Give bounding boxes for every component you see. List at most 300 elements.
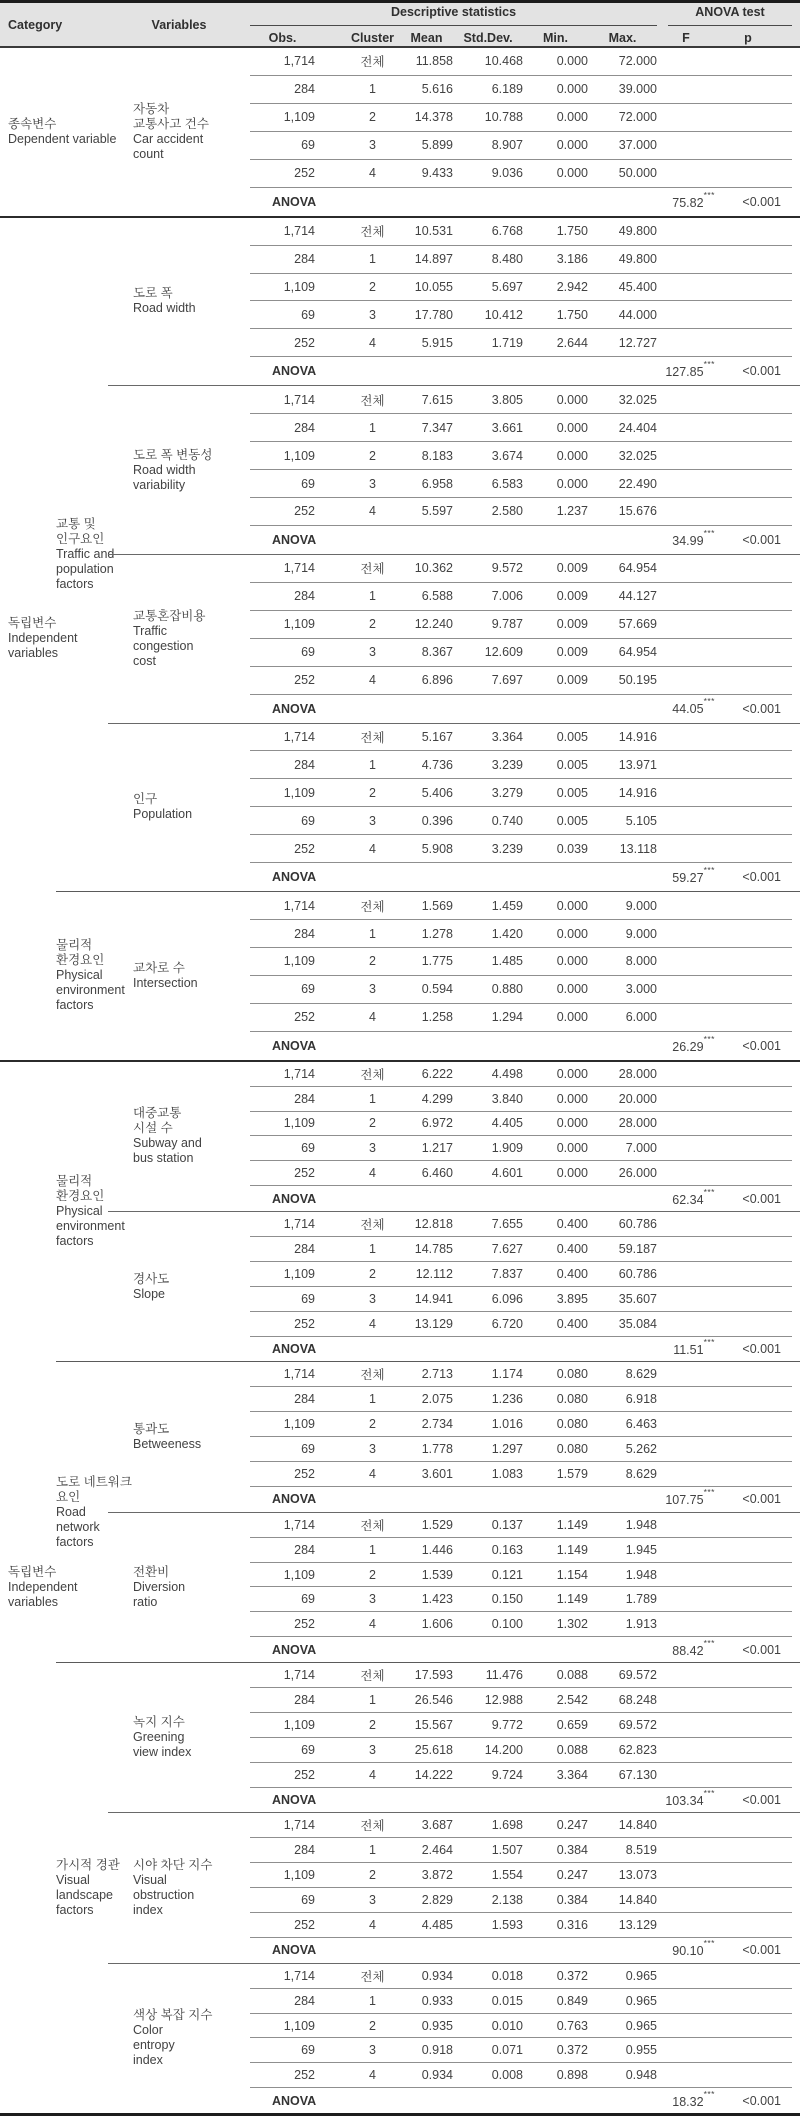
variable-label: index (133, 1903, 163, 1918)
mean-cell: 6.972 (421, 1116, 453, 1131)
obs-cell: 284 (294, 252, 315, 267)
max-cell: 0.965 (625, 2018, 657, 2033)
std-cell: 14.200 (484, 1742, 523, 1757)
variable-label: Slope (133, 1286, 165, 1301)
std-cell: 1.593 (491, 1917, 523, 1932)
cluster-cell: 전체 (360, 1518, 385, 1533)
obs-cell: 284 (294, 1993, 315, 2008)
min-cell: 0.372 (556, 2043, 588, 2058)
cluster-cell: 1 (369, 926, 376, 941)
cluster-cell: 전체 (360, 562, 385, 577)
subcategory-label: environment (56, 983, 125, 998)
mean-cell: 5.597 (421, 504, 453, 519)
max-cell: 8.629 (625, 1466, 657, 1481)
data-row (250, 1412, 792, 1437)
category-label: 독립변수 (8, 616, 57, 631)
std-cell: 3.805 (491, 392, 523, 407)
max-cell: 12.727 (618, 335, 657, 350)
variable-rows (250, 1663, 792, 1812)
mean-cell: 12.240 (414, 617, 453, 632)
anova-label: ANOVA (272, 1943, 317, 1958)
category-label: Independent (8, 1579, 78, 1594)
mean-cell: 1.606 (421, 1617, 453, 1632)
cluster-cell: 4 (369, 1010, 376, 1025)
subcategory-content (108, 218, 800, 892)
obs-cell: 69 (301, 813, 315, 828)
data-row (250, 892, 792, 920)
obs-cell: 69 (301, 982, 315, 997)
max-cell: 0.948 (625, 2068, 657, 2083)
max-cell: 67.130 (618, 1767, 657, 1782)
min-cell: 0.005 (556, 757, 588, 772)
std-cell: 9.787 (491, 617, 523, 632)
max-cell: 1.945 (625, 1542, 657, 1557)
data-row (250, 2038, 792, 2063)
variable-label: cost (133, 653, 156, 668)
data-row (250, 104, 792, 132)
cluster-cell: 4 (369, 1316, 376, 1331)
anova-label: ANOVA (272, 2093, 317, 2108)
col-group-anova-test: ANOVA test (668, 5, 792, 26)
subcategory-label: 교통 및 (56, 516, 96, 531)
max-cell: 0.955 (625, 2043, 657, 2058)
f-value-cell: 103.34*** (665, 1787, 715, 1809)
subcategory-label: factors (56, 1234, 94, 1249)
max-cell: 15.676 (618, 504, 657, 519)
category-label: Dependent variable (8, 131, 117, 146)
min-cell: 0.009 (556, 673, 588, 688)
mean-cell: 0.934 (421, 1968, 453, 1983)
variable-label: congestion (133, 638, 194, 653)
obs-cell: 252 (294, 1010, 315, 1025)
significance-stars: *** (703, 1787, 715, 1798)
min-cell: 0.400 (556, 1266, 588, 1281)
min-cell: 0.000 (556, 54, 588, 69)
variable-cell (108, 892, 250, 1060)
data-row (250, 1813, 792, 1838)
data-row (250, 555, 792, 583)
mean-cell: 6.588 (421, 589, 453, 604)
col-header-obs: Obs. (268, 31, 297, 45)
variable-label: index (133, 2053, 163, 2068)
f-value-cell: 11.51*** (673, 1336, 715, 1358)
cluster-cell: 1 (369, 252, 376, 267)
cluster-cell: 2 (369, 785, 376, 800)
obs-cell: 284 (294, 1843, 315, 1858)
data-row (250, 1212, 792, 1237)
variable-block (108, 1211, 800, 1361)
data-row (250, 48, 792, 76)
max-cell: 5.262 (625, 1442, 657, 1457)
variable-block (108, 1362, 800, 1511)
std-cell: 3.674 (491, 448, 523, 463)
col-header-std-dev: Std.Dev. (463, 31, 513, 45)
max-cell: 28.000 (618, 1066, 657, 1081)
subcategory-label: landscape (56, 1888, 113, 1903)
std-cell: 0.150 (491, 1592, 523, 1607)
max-cell: 20.000 (618, 1091, 657, 1106)
std-cell: 10.468 (484, 54, 523, 69)
std-cell: 7.837 (491, 1266, 523, 1281)
data-row (250, 667, 792, 695)
obs-cell: 284 (294, 1392, 315, 1407)
f-value-cell: 90.10*** (672, 1938, 715, 1959)
max-cell: 1.789 (625, 1592, 657, 1607)
obs-cell: 1,109 (283, 448, 315, 463)
min-cell: 2.644 (556, 335, 588, 350)
variable-block (108, 1963, 800, 2113)
obs-cell: 284 (294, 926, 315, 941)
significance-stars: *** (703, 696, 715, 707)
min-cell: 0.000 (556, 138, 588, 153)
obs-cell: 252 (294, 1316, 315, 1331)
min-cell: 0.000 (556, 420, 588, 435)
mean-cell: 7.347 (421, 420, 453, 435)
data-row (250, 470, 792, 498)
min-cell: 0.080 (556, 1417, 588, 1432)
std-cell: 0.163 (491, 1542, 523, 1557)
data-row (250, 1738, 792, 1763)
category-block (0, 48, 800, 216)
subcategory-cell (56, 48, 108, 216)
cluster-cell: 1 (369, 1392, 376, 1407)
cluster-cell: 1 (369, 82, 376, 97)
variable-label: 전환비 (133, 1564, 170, 1579)
cluster-cell: 4 (369, 1617, 376, 1632)
std-cell: 0.010 (491, 2018, 523, 2033)
mean-cell: 8.367 (421, 645, 453, 660)
std-cell: 11.476 (485, 1668, 523, 1683)
variable-label: Car accident (133, 131, 204, 146)
obs-cell: 1,714 (283, 561, 315, 576)
obs-cell: 69 (301, 1742, 315, 1757)
std-cell: 3.364 (491, 729, 523, 744)
mean-cell: 3.687 (421, 1818, 453, 1833)
min-cell: 0.000 (556, 166, 588, 181)
significance-stars: *** (703, 1033, 715, 1044)
max-cell: 8.519 (625, 1843, 657, 1858)
category-content (56, 218, 800, 1060)
category-label: variables (8, 1594, 59, 1609)
anova-label: ANOVA (272, 1642, 317, 1657)
std-cell: 0.100 (491, 1617, 523, 1632)
obs-cell: 252 (294, 1617, 315, 1632)
subcategory-block (56, 218, 800, 892)
obs-cell: 1,109 (283, 110, 315, 125)
max-cell: 13.073 (618, 1868, 657, 1883)
anova-label: ANOVA (272, 532, 317, 547)
max-cell: 3.000 (625, 982, 657, 997)
std-cell: 0.008 (491, 2068, 523, 2083)
max-cell: 35.084 (618, 1316, 657, 1331)
subcategory-content (108, 1663, 800, 2113)
min-cell: 0.000 (556, 1010, 588, 1025)
variable-cell (108, 386, 250, 554)
min-cell: 1.302 (556, 1617, 588, 1632)
data-row (250, 1112, 792, 1137)
std-cell: 5.697 (491, 279, 523, 294)
min-cell: 0.088 (556, 1668, 588, 1683)
variable-rows (250, 48, 792, 216)
std-cell: 7.006 (491, 589, 523, 604)
col-header-p: p (744, 31, 752, 45)
obs-cell: 1,714 (283, 392, 315, 407)
min-cell: 0.000 (556, 392, 588, 407)
data-row (250, 611, 792, 639)
data-row (250, 1888, 792, 1913)
cluster-cell: 1 (369, 1091, 376, 1106)
obs-cell: 284 (294, 420, 315, 435)
mean-cell: 3.601 (421, 1466, 453, 1481)
cluster-cell: 4 (369, 2068, 376, 2083)
variable-label: 교통사고 건수 (133, 116, 209, 131)
cluster-cell: 4 (369, 335, 376, 350)
std-cell: 7.627 (491, 1241, 523, 1256)
anova-label: ANOVA (272, 701, 317, 716)
obs-cell: 1,109 (283, 954, 315, 969)
data-row (250, 1913, 792, 1938)
subcategory-block (56, 891, 800, 1060)
col-group-descriptive-statistics: Descriptive statistics (250, 5, 657, 26)
variable-rows (250, 1362, 792, 1511)
p-value-cell: <0.001 (742, 1341, 781, 1356)
variable-label: 녹지 지수 (133, 1715, 185, 1730)
cluster-cell: 1 (369, 1843, 376, 1858)
cluster-cell: 4 (369, 504, 376, 519)
mean-cell: 9.433 (421, 166, 453, 181)
max-cell: 0.965 (625, 1968, 657, 1983)
mean-cell: 1.529 (421, 1517, 453, 1532)
cluster-cell: 전체 (360, 1067, 385, 1082)
mean-cell: 0.933 (421, 1993, 453, 2008)
mean-cell: 11.858 (415, 54, 453, 69)
max-cell: 69.572 (618, 1717, 657, 1732)
variable-cell (108, 218, 250, 386)
mean-cell: 0.934 (421, 2068, 453, 2083)
anova-row (250, 1337, 792, 1362)
obs-cell: 69 (301, 645, 315, 660)
sub-header-row (250, 27, 792, 49)
mean-cell: 17.593 (414, 1668, 453, 1683)
min-cell: 1.149 (556, 1542, 588, 1557)
data-row (250, 1136, 792, 1161)
std-cell: 1.420 (491, 926, 523, 941)
min-cell: 0.000 (556, 1166, 588, 1181)
subcategory-label: population (56, 561, 114, 576)
max-cell: 64.954 (618, 645, 657, 660)
max-cell: 22.490 (618, 476, 657, 491)
cluster-cell: 전체 (360, 1819, 385, 1834)
min-cell: 0.039 (556, 841, 588, 856)
category-content (56, 1062, 800, 2113)
table-body (0, 48, 800, 2113)
variable-label: obstruction (133, 1888, 195, 1903)
data-row (250, 1287, 792, 1312)
min-cell: 0.000 (556, 1141, 588, 1156)
max-cell: 7.000 (625, 1141, 657, 1156)
variable-rows (250, 1513, 792, 1662)
f-value-cell: 34.99*** (672, 527, 715, 548)
std-cell: 1.083 (491, 1466, 523, 1481)
mean-cell: 1.258 (421, 1010, 453, 1025)
mean-cell: 5.899 (421, 138, 453, 153)
mean-cell: 1.217 (421, 1141, 453, 1156)
f-value-cell: 18.32*** (672, 2088, 715, 2109)
variable-label: Traffic (133, 623, 168, 638)
data-row (250, 329, 792, 357)
std-cell: 1.507 (491, 1843, 523, 1858)
variable-cell (108, 1663, 250, 1812)
data-row (250, 1237, 792, 1262)
max-cell: 64.954 (618, 561, 657, 576)
anova-label: ANOVA (272, 1191, 317, 1206)
cluster-cell: 전체 (360, 1669, 385, 1684)
std-cell: 3.239 (491, 757, 523, 772)
std-cell: 2.580 (491, 504, 523, 519)
significance-stars: *** (703, 1938, 715, 1949)
subcategory-label: 환경요인 (56, 953, 105, 968)
std-cell: 0.121 (491, 1567, 523, 1582)
mean-cell: 10.055 (414, 279, 453, 294)
col-header-min: Min. (543, 31, 568, 45)
cluster-cell: 3 (369, 1442, 376, 1457)
col-header-category: Category (8, 17, 63, 32)
mean-cell: 14.222 (414, 1767, 453, 1782)
data-row (250, 1062, 792, 1087)
variable-label: 도로 폭 (133, 286, 173, 301)
f-value-cell: 59.27*** (672, 865, 715, 886)
anova-row (250, 695, 792, 723)
cluster-cell: 전체 (360, 1218, 385, 1233)
mean-cell: 4.485 (421, 1917, 453, 1932)
data-row (250, 132, 792, 160)
p-value-cell: <0.001 (742, 1943, 781, 1958)
max-cell: 1.948 (625, 1517, 657, 1532)
variable-cell (108, 1212, 250, 1361)
subcategory-content (108, 1362, 800, 1662)
cluster-cell: 전체 (360, 1368, 385, 1383)
variable-label: Road width (133, 301, 196, 316)
std-cell: 1.719 (491, 335, 523, 350)
cluster-cell: 2 (369, 1116, 376, 1131)
variable-block (108, 1512, 800, 1662)
variable-block (108, 1812, 800, 1962)
cluster-cell: 2 (369, 448, 376, 463)
std-cell: 1.459 (491, 898, 523, 913)
cluster-cell: 2 (369, 1717, 376, 1732)
max-cell: 1.913 (625, 1617, 657, 1632)
variable-label: variability (133, 477, 186, 492)
max-cell: 14.916 (618, 785, 657, 800)
std-cell: 6.768 (491, 224, 523, 239)
mean-cell: 14.897 (414, 252, 453, 267)
col-header-cluster: Cluster (350, 31, 395, 45)
category-label: Independent (8, 631, 78, 646)
variable-label: Betweeness (133, 1437, 202, 1452)
data-row (250, 160, 792, 188)
mean-cell: 17.780 (414, 307, 453, 322)
subcategory-label: Visual (56, 1873, 90, 1888)
cluster-cell: 1 (369, 757, 376, 772)
variable-cell (108, 724, 250, 892)
obs-cell: 252 (294, 1166, 315, 1181)
obs-cell: 1,714 (283, 1668, 315, 1683)
p-value-cell: <0.001 (742, 194, 781, 209)
subcategory-block (56, 1062, 800, 1362)
obs-cell: 1,714 (283, 1367, 315, 1382)
cluster-cell: 1 (369, 420, 376, 435)
std-cell: 3.840 (491, 1091, 523, 1106)
variable-rows (250, 1212, 792, 1361)
mean-cell: 26.546 (414, 1692, 453, 1707)
obs-cell: 69 (301, 1893, 315, 1908)
mean-cell: 0.918 (421, 2043, 453, 2058)
cluster-cell: 4 (369, 673, 376, 688)
data-row (250, 1612, 792, 1637)
subcategory-label: Traffic and (56, 546, 115, 561)
mean-cell: 0.935 (421, 2018, 453, 2033)
variable-label: bus station (133, 1151, 194, 1166)
subcategory-cell (56, 218, 115, 892)
data-row (250, 1989, 792, 2014)
variable-cell (108, 1062, 250, 1211)
variable-label: 대중교통 (133, 1106, 182, 1121)
obs-cell: 69 (301, 138, 315, 153)
variable-label: 시야 차단 지수 (133, 1858, 213, 1873)
anova-row (250, 1032, 792, 1060)
min-cell: 1.237 (556, 504, 588, 519)
mean-cell: 5.406 (421, 785, 453, 800)
f-value-cell: 88.42*** (672, 1637, 715, 1658)
std-cell: 0.015 (491, 1993, 523, 2008)
std-cell: 9.036 (491, 166, 523, 181)
mean-cell: 5.616 (421, 82, 453, 97)
obs-cell: 1,109 (283, 617, 315, 632)
min-cell: 0.000 (556, 1116, 588, 1131)
std-cell: 3.661 (491, 420, 523, 435)
anova-row (250, 1186, 792, 1211)
p-value-cell: <0.001 (742, 364, 781, 379)
min-cell: 1.750 (556, 224, 588, 239)
mean-cell: 0.396 (421, 813, 453, 828)
mean-cell: 10.531 (414, 224, 453, 239)
variable-block (108, 218, 800, 386)
variable-label: Subway and (133, 1136, 202, 1151)
std-cell: 1.174 (491, 1367, 523, 1382)
cluster-cell: 4 (369, 841, 376, 856)
data-row (250, 583, 792, 611)
f-value-cell: 26.29*** (672, 1033, 715, 1054)
variable-rows (250, 1813, 792, 1962)
max-cell: 44.127 (618, 589, 657, 604)
data-row (250, 1688, 792, 1713)
p-value-cell: <0.001 (742, 870, 781, 885)
min-cell: 0.372 (556, 1968, 588, 1983)
obs-cell: 284 (294, 1692, 315, 1707)
data-row (250, 1863, 792, 1888)
cluster-cell: 3 (369, 307, 376, 322)
std-cell: 12.988 (484, 1692, 523, 1707)
max-cell: 60.786 (618, 1217, 657, 1232)
mean-cell: 8.183 (421, 448, 453, 463)
significance-stars: *** (703, 527, 715, 538)
variable-label: Visual (133, 1873, 167, 1888)
obs-cell: 284 (294, 1542, 315, 1557)
obs-cell: 252 (294, 1917, 315, 1932)
cluster-cell: 1 (369, 1241, 376, 1256)
min-cell: 3.186 (556, 252, 588, 267)
max-cell: 0.965 (625, 1993, 657, 2008)
